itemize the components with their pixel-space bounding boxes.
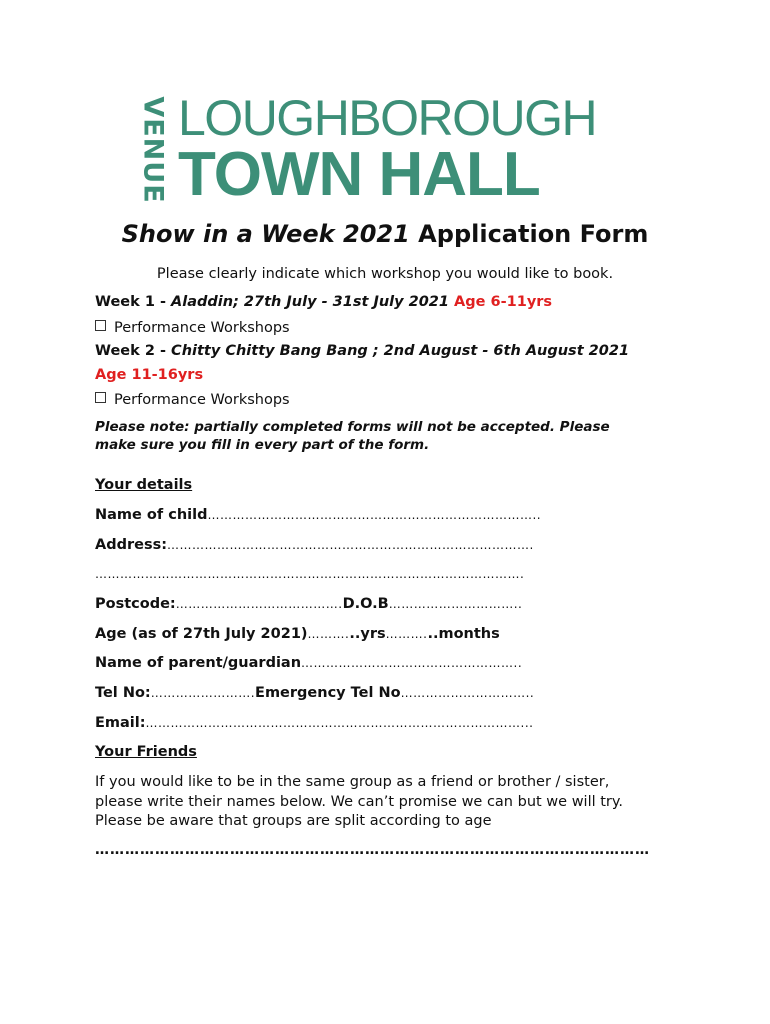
friends-line1: If you would like to be in the same group as a friend or brother / sister, bbox=[95, 774, 610, 790]
parent-dots[interactable]: …………………………………………….. bbox=[301, 656, 523, 670]
week2-option-label: Performance Workshops bbox=[114, 392, 290, 408]
address-line2-dots[interactable]: …………………………………………………………………………………………. bbox=[95, 567, 525, 581]
logo-venue-text: VENUE bbox=[137, 96, 169, 204]
address-label: Address: bbox=[95, 537, 168, 553]
week1-option-label: Performance Workshops bbox=[114, 320, 290, 336]
week1-show: Aladdin; 27th July - 31st July 2021 bbox=[171, 294, 449, 310]
postcode-dots[interactable]: …………………………………. bbox=[175, 597, 343, 611]
email-dots[interactable]: ………………………………………………………………………………... bbox=[145, 716, 534, 730]
note-line2: make sure you fill in every part of the form. bbox=[95, 437, 430, 453]
week1-checkbox[interactable] bbox=[95, 320, 106, 331]
tel-field[interactable] bbox=[95, 685, 534, 701]
postcode-dob-field[interactable] bbox=[95, 596, 522, 612]
logo-line2: TOWN HALL bbox=[178, 140, 540, 209]
dob-label: D.O.B bbox=[342, 596, 389, 612]
parent-field[interactable] bbox=[95, 655, 522, 671]
friends-line3: Please be aware that groups are split according to age bbox=[95, 813, 492, 829]
form-title bbox=[0, 220, 770, 248]
yrs-label: ..yrs bbox=[349, 626, 386, 642]
postcode-label: Postcode: bbox=[95, 596, 176, 612]
dob-dots[interactable]: ………………………….. bbox=[388, 597, 523, 611]
emergency-tel-label: Emergency Tel No bbox=[255, 685, 401, 701]
week1-label: Week 1 - bbox=[95, 294, 172, 310]
emergency-tel-dots[interactable]: ………………………….. bbox=[400, 686, 535, 700]
email-field[interactable] bbox=[95, 715, 534, 731]
age-field[interactable] bbox=[95, 626, 500, 642]
title-italic: Show in a Week 2021 bbox=[121, 220, 410, 248]
venue-logo bbox=[137, 90, 638, 209]
week1-age: Age 6-11yrs bbox=[449, 294, 553, 310]
week2-label: Week 2 - bbox=[95, 343, 172, 359]
tel-dots[interactable]: ……………………. bbox=[150, 686, 256, 700]
friends-names-dots[interactable]: ………………………………………………………………………………………………… bbox=[95, 842, 650, 858]
your-friends-heading: Your Friends bbox=[95, 744, 197, 760]
intro-text: Please clearly indicate which workshop you would like to book. bbox=[156, 266, 614, 282]
week2-option[interactable] bbox=[95, 392, 290, 408]
your-details-heading: Your details bbox=[95, 477, 193, 493]
title-rest: Application Form bbox=[409, 220, 649, 248]
months-label: ..months bbox=[427, 626, 500, 642]
child-name-field[interactable] bbox=[95, 507, 541, 523]
child-name-label: Name of child bbox=[95, 507, 208, 523]
week2-age: Age 11-16yrs bbox=[95, 367, 204, 383]
week1-line bbox=[95, 294, 552, 310]
tel-label: Tel No: bbox=[95, 685, 151, 701]
age-years-dots[interactable]: ………. bbox=[307, 627, 350, 641]
friends-line2: please write their names below. We can’t promise we can but we will try. bbox=[95, 794, 624, 810]
week2-show: Chitty Chitty Bang Bang ; 2nd August - 6th August 2021 bbox=[171, 343, 630, 359]
email-label: Email: bbox=[95, 715, 146, 731]
address-line2[interactable] bbox=[95, 566, 524, 582]
age-label: Age (as of 27th July 2021) bbox=[95, 626, 308, 642]
logo-line1: LOUGHBOROUGH bbox=[178, 90, 597, 146]
week2-line bbox=[95, 343, 629, 359]
age-months-dots[interactable]: ………. bbox=[385, 627, 428, 641]
child-name-dots[interactable]: …………………………………………………………………….. bbox=[207, 508, 542, 522]
address-field[interactable] bbox=[95, 537, 534, 553]
week2-checkbox[interactable] bbox=[95, 392, 106, 403]
address-dots[interactable]: ……………………………………………………………………………. bbox=[167, 538, 534, 552]
note-line1: Please note: partially completed forms will not be accepted. Please bbox=[95, 419, 610, 435]
week1-option[interactable] bbox=[95, 320, 290, 336]
parent-label: Name of parent/guardian bbox=[95, 655, 302, 671]
